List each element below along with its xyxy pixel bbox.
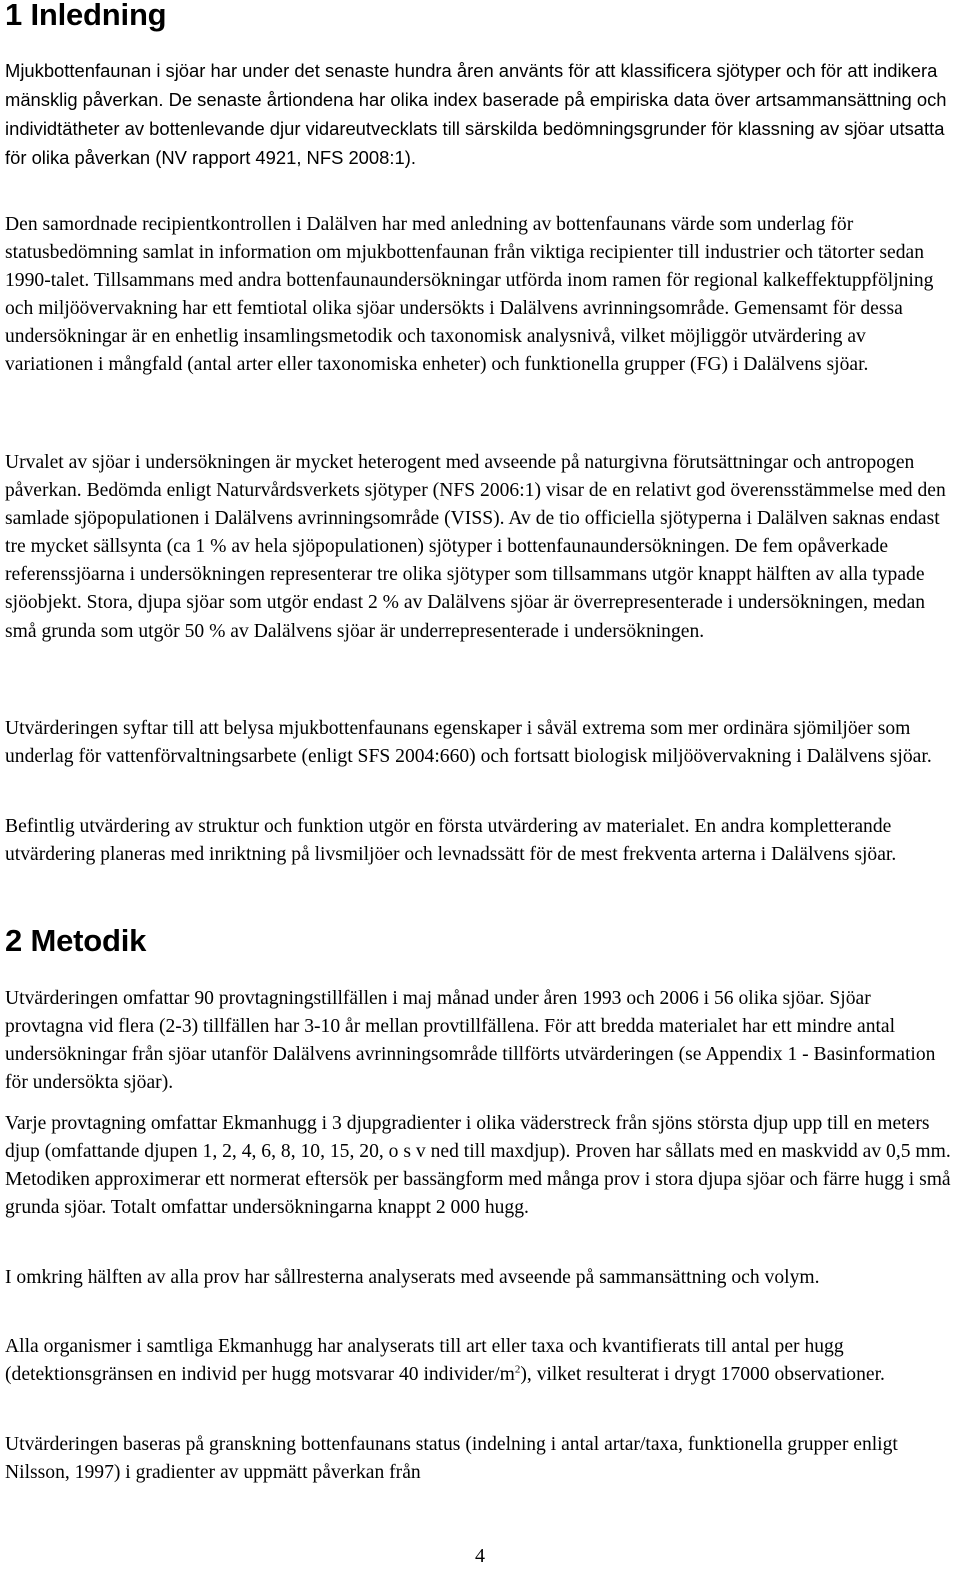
paragraph-intro-1-lead: Mjukbottenfaunan i sjöar har under det senaste hundra åren använts för att klassificera sjötyper och för att indikera mänsklig påverkan. bbox=[5, 60, 938, 111]
paragraph-intro-2: Den samordnade recipientkontrollen i Dalälven har med anledning av bottenfaunans värde som underlag för statusbedömning samlat in information om mjukbottenfaunan från viktiga recipienter till industrier och tätorter sedan 1990-talet. Tillsammans med andra bottenfaunaundersökningar utförda inom ramen för regional kalkeffektuppföljning och miljöövervakning har ett femtiotal olika sjöar undersökts i Dalälvens avrinningsområde. Gemensamt för dessa undersökningar är en enhetlig insamlingsmetodik och taxonomisk analysnivå, vilket möjliggör utvärdering av variationen i mångfald (antal arter eller taxonomiska enheter) och funktionella grupper (FG) i Dalälvens sjöar. bbox=[5, 214, 934, 376]
paragraph-method-1: Utvärderingen omfattar 90 provtagningstillfällen i maj månad under åren 1993 och 2006 i 56 olika sjöar. Sjöar provtagna vid flera (2-3) tillfällen har 3-10 år mellan provtillfällena. För att bredda materialet har ett mindre antal undersökningar från sjöar utanför Dalälvens avrinningsområde tillförts utvärderingen (se Appendix 1 - Basinformation för undersökta sjöar). bbox=[5, 988, 936, 1094]
paragraph-intro-1-rest: De senaste årtiondena har olika index baserade på empiriska data över artsammansättning och individtätheter av bottenlevande djur vidareutvecklats till särskilda bedömningsgrunder för klassning av sjöar utsatta för olika påverkan (NV rapport 4921, NFS 2008:1). bbox=[5, 89, 947, 169]
superscript-2: 2 bbox=[514, 1363, 521, 1376]
paragraph-method-5: Utvärderingen baseras på granskning bottenfaunans status (indelning i antal artar/taxa, funktionella grupper enligt Nilsson, 1997) i gradienter av uppmätt påverkan från bbox=[5, 1434, 898, 1484]
page-number: 4 bbox=[475, 1545, 485, 1567]
paragraph-intro-4: Utvärderingen syftar till att belysa mjukbottenfaunans egenskaper i såväl extrema som mer ordinära sjömiljöer som underlag för vattenförvaltningsarbete (enligt SFS 2004:660) och fortsatt biologisk miljöövervakning i Dalälvens sjöar. bbox=[5, 718, 932, 768]
section-heading-inledning: 1 Inledning bbox=[5, 0, 167, 32]
paragraph-method-4-a: Alla organismer i samtliga Ekmanhugg har analyserats till art eller taxa och kvantifierats till antal per hugg (detektionsgränsen en individ per hugg motsvarar 40 individer/m bbox=[5, 1336, 844, 1386]
section-heading-metodik: 2 Metodik bbox=[5, 923, 147, 958]
paragraph-intro-1 bbox=[5, 57, 953, 173]
paragraph-method-4-b: ), vilket resulterat i drygt 17000 observationer. bbox=[520, 1364, 885, 1386]
paragraph-intro-3: Urvalet av sjöar i undersökningen är mycket heterogent med avseende på naturgivna förutsättningar och antropogen påverkan. Bedömda enligt Naturvårdsverkets sjötyper (NFS 2006:1) visar de en relativt god överensstämmelse med den samlade sjöpopulationen i Dalälvens avrinningsområde (VISS). Av de tio officiella sjötyperna i Dalälven saknas endast tre mycket sällsynta (ca 1 % av hela sjöpopulationen) sjötyper i bottenfaunaundersökningen. De fem opåverkade referenssjöarna i undersökningen representerar tre olika sjötyper som tillsammans utgör knappt hälften av alla typade sjöobjekt. Stora, djupa sjöar som utgör endast 2 % av Dalälvens sjöar är överrepresenterade i undersökningen, medan små grunda som utgör 50 % av Dalälvens sjöar är underrepresenterade i undersökningen. bbox=[5, 452, 946, 642]
paragraph-method-4 bbox=[5, 1333, 953, 1389]
paragraph-method-2: Varje provtagning omfattar Ekmanhugg i 3 djupgradienter i olika väderstreck från sjöns största djup upp till en meters djup (omfattande djupen 1, 2, 4, 6, 8, 10, 15, 20, o s v ned till maxdjup). Proven har sållats med en maskvidd av 0,5 mm. Metodiken approximerar ett normerat eftersök per bassängform med många prov i stora djupa sjöar och färre hugg i små grunda sjöar. Totalt omfattar undersökningarna knappt 2 000 hugg. bbox=[5, 1113, 951, 1219]
paragraph-method-3: I omkring hälften av alla prov har sållresterna analyserats med avseende på sammansättning och volym. bbox=[5, 1267, 820, 1288]
paragraph-intro-5: Befintlig utvärdering av struktur och funktion utgör en första utvärdering av materialet. En andra kompletterande utvärdering planeras med inriktning på livsmiljöer och levnadssätt för de mest frekventa arterna i Dalälvens sjöar. bbox=[5, 816, 897, 866]
